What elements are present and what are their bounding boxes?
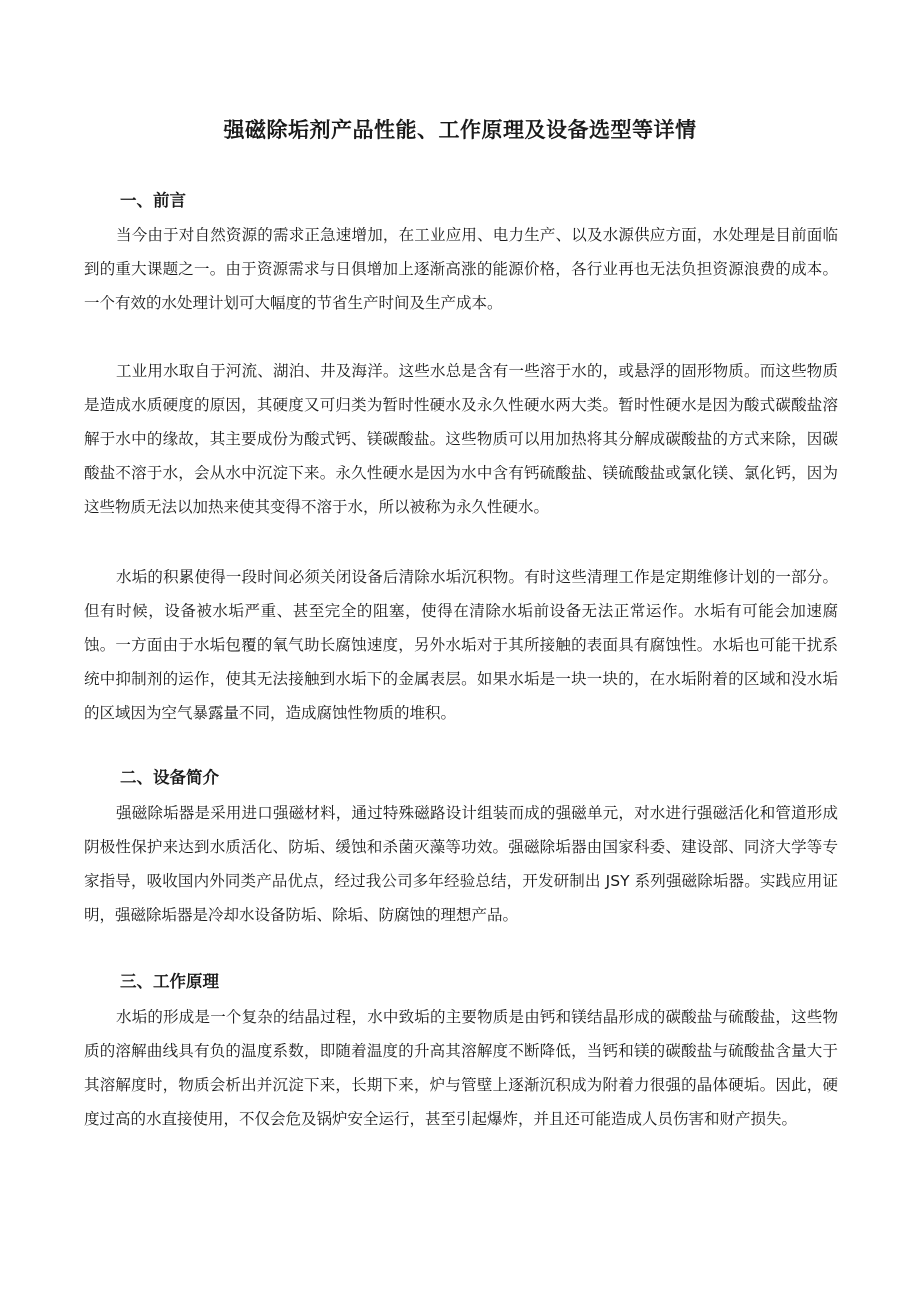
document-title: 强磁除垢剂产品性能、工作原理及设备选型等详情 — [223, 118, 697, 142]
section-heading-preface: 一、前言 — [120, 191, 186, 210]
paragraph: 工业用水取自于河流、湖泊、井及海洋。这些水总是含有一些溶于水的，或悬浮的固形物质。而这些物质是造成水质硬度的原因，其硬度又可归类为暂时性硬水及永久性硬水两大类。暂时性硬水是因为酸式碳酸盐溶解于水中的缘故，其主要成份为酸式钙、镁碳酸盐。这些物质可以用加热将其分解成碳酸盐的方式来除，因碳酸盐不溶于水，会从水中沉淀下来。永久性硬水是因为水中含有钙硫酸盐、镁硫酸盐或氯化镁、氯化钙，因为这些物质无法以加热来使其变得不溶于水，所以被称为永久性硬水。 — [84, 362, 838, 516]
paragraph: 水垢的积累使得一段时间必须关闭设备后清除水垢沉积物。有时这些清理工作是定期维修计划的一部分。但有时候，设备被水垢严重、甚至完全的阻塞，使得在清除水垢前设备无法正常运作。水垢有可能会加速腐蚀。一方面由于水垢包覆的氧气助长腐蚀速度，另外水垢对于其所接触的表面具有腐蚀性。水垢也可能干扰系统中抑制剂的运作，使其无法接触到水垢下的金属表层。如果水垢是一块一块的，在水垢附着的区域和没水垢的区域因为空气暴露量不同，造成腐蚀性物质的堆积。 — [84, 568, 838, 722]
paragraph: 水垢的形成是一个复杂的结晶过程，水中致垢的主要物质是由钙和镁结晶形成的碳酸盐与硫酸盐，这些物质的溶解曲线具有负的温度系数，即随着温度的升高其溶解度不断降低，当钙和镁的碳酸盐与硫酸盐含量大于其溶解度时，物质会析出并沉淀下来，长期下来，炉与管壁上逐渐沉积成为附着力很强的晶体硬垢。因此，硬度过高的水直接使用，不仅会危及锅炉安全运行，甚至引起爆炸，并且还可能造成人员伤害和财产损失。 — [84, 1008, 838, 1128]
section-heading-principle: 三、工作原理 — [120, 972, 219, 991]
section-heading-equipment: 二、设备简介 — [120, 768, 219, 787]
paragraph: 当今由于对自然资源的需求正急速增加，在工业应用、电力生产、以及水源供应方面，水处理是目前面临到的重大课题之一。由于资源需求与日俱增加上逐渐高涨的能源价格，各行业再也无法负担资源浪费的成本。一个有效的水处理计划可大幅度的节省生产时间及生产成本。 — [84, 226, 838, 312]
paragraph: 强磁除垢器是采用进口强磁材料，通过特殊磁路设计组装而成的强磁单元，对水进行强磁活化和管道形成阴极性保护来达到水质活化、防垢、缓蚀和杀菌灭藻等功效。强磁除垢器由国家科委、建设部、同济大学等专家指导，吸收国内外同类产品优点，经过我公司多年经验总结，开发研制出 JSY 系列强磁除垢器。实践应用证明，强磁除垢器是冷却水设备防垢、除垢、防腐蚀的理想产品。 — [84, 804, 838, 924]
